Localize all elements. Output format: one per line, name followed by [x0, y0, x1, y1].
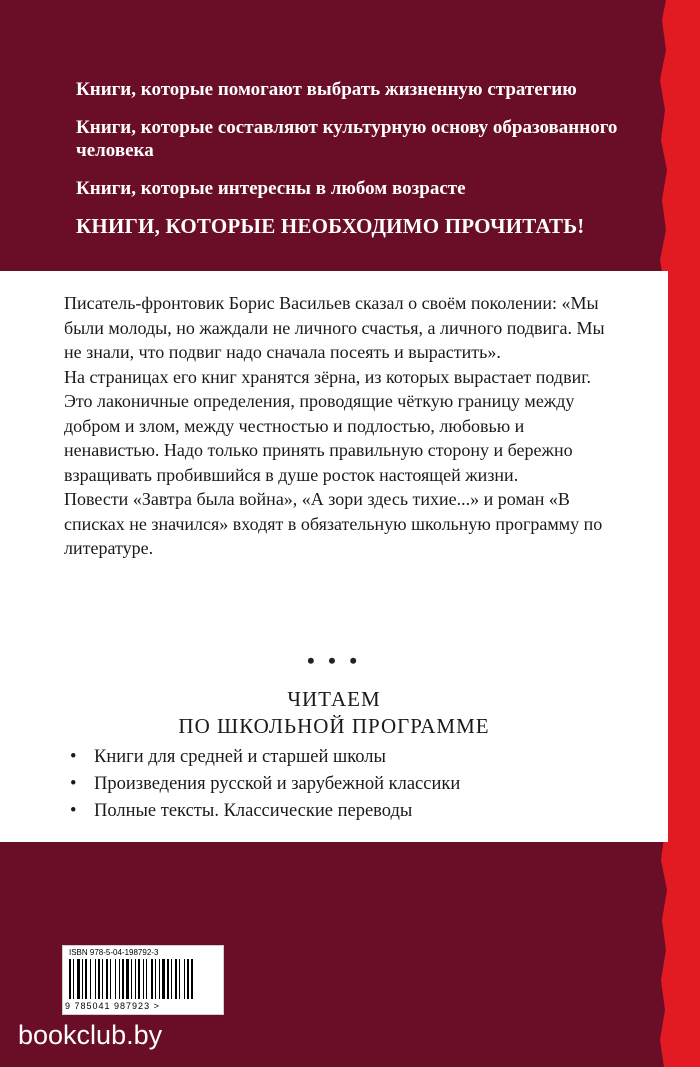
- barcode-digits: 9 785041 987923 >: [65, 1001, 160, 1011]
- list-item: [70, 798, 630, 825]
- series-title-line-2: ПО ШКОЛЬНОЙ ПРОГРАММЕ: [178, 714, 490, 738]
- series-title-line-1: ЧИТАЕМ: [287, 687, 381, 711]
- series-title: [0, 686, 668, 740]
- promo-line-2: Книги, которые составляют культурную основу образованного человека: [76, 117, 618, 161]
- description-text: [64, 291, 620, 561]
- promo-line-1: Книги, которые помогают выбрать жизненную стратегию: [76, 79, 577, 100]
- description-paragraph-3: Повести «Завтра была война», «А зори здесь тихие...» и роман «В списках не значился» входят в обязательную школьную программу по литературе.: [64, 489, 603, 558]
- description-paragraph-1: Писатель-фронтовик Борис Васильев сказал о своём поколении: «Мы были молоды, но жаждали не личного счастья, а личного подвига. Мы не знали, что подвиг надо сначала посеять и вырастить».: [64, 293, 605, 362]
- watermark: bookclub.by: [18, 1020, 163, 1050]
- promo-line-headline: КНИГИ, КОТОРЫЕ НЕОБХОДИМО ПРОЧИТАТЬ!: [76, 214, 585, 238]
- separator-dots: • • •: [306, 648, 362, 673]
- barcode: [62, 945, 224, 1015]
- list-item-text: Произведения русской и зарубежной классики: [94, 774, 461, 794]
- description-paragraph-2: На страницах его книг хранятся зёрна, из которых вырастает подвиг. Это лаконичные определения, проводящие чёткую границу между добром и злом, между честностью и подлостью, любовью и ненавистью. Надо только принять правильную сторону и бережно взращивать пробившийся в душе росток настоящей жизни.: [64, 366, 592, 485]
- promo-line-3: Книги, которые интересны в любом возрасте: [76, 178, 466, 199]
- bullet-icon: •: [70, 801, 77, 821]
- list-item-text: Полные тексты. Классические переводы: [94, 801, 413, 821]
- top-promo-block: [76, 78, 636, 253]
- bullet-icon: •: [70, 747, 77, 767]
- list-item: [70, 771, 630, 798]
- list-item: [70, 744, 630, 771]
- isbn-label: ISBN 978-5-04-198792-3: [69, 948, 159, 957]
- barcode-bars-icon: [67, 959, 219, 1001]
- series-features-list: [70, 744, 630, 825]
- bullet-icon: •: [70, 774, 77, 794]
- list-item-text: Книги для средней и старшей школы: [94, 747, 386, 767]
